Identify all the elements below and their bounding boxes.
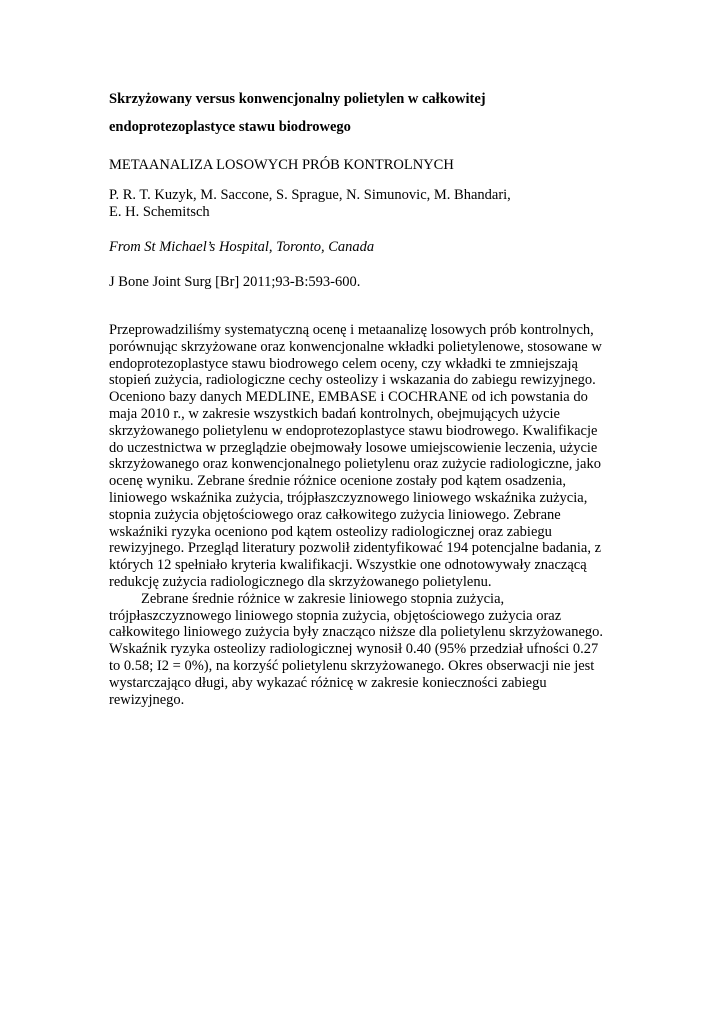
article-subtitle: METAANALIZA LOSOWYCH PRÓB KONTROLNYCH	[109, 157, 454, 173]
paragraph-line: Wskaźnik ryzyka osteolizy radiologicznej wynosił 0.40 (95% przedział ufności 0.27	[109, 641, 599, 658]
abstract	[109, 322, 629, 708]
title-line-1: Skrzyżowany versus konwencjonalny polietylen w całkowitej	[109, 91, 486, 107]
paragraph-line: stopień zużycia, radiologiczne cechy osteolizy i wskazania do zabiegu rewizyjnego.	[109, 372, 596, 389]
abstract-paragraph-2	[109, 591, 629, 709]
paragraph-line: skrzyżowanego polietylenu w endoprotezoplastyce stawu biodrowego. Kwalifikacje	[109, 422, 598, 439]
paragraph-line: wskaźniki ryzyka oceniono pod kątem osteolizy radiologicznej oraz zabiegu	[109, 523, 552, 540]
paragraph-line: Oceniono bazy danych MEDLINE, EMBASE i COCHRANE od ich powstania do	[109, 389, 588, 406]
paragraph-line: których 12 spełniało kryteria kwalifikacji. Wszystkie one odnotowywały znaczącą	[109, 557, 587, 574]
paragraph-line: trójpłaszczyznowego liniowego stopnia zużycia, objętościowego zużycia oraz	[109, 607, 562, 624]
citation: J Bone Joint Surg [Br] 2011;93-B:593-600.	[109, 274, 361, 290]
title-line-2: endoprotezoplastyce stawu biodrowego	[109, 119, 351, 135]
paragraph-line: do uczestnictwa w przeglądzie obejmowały losowe umiejscowienie leczenia, użycie	[109, 439, 598, 456]
article-title	[109, 86, 629, 140]
authors-line-2: E. H. Schemitsch	[109, 204, 210, 220]
affiliation: From St Michael’s Hospital, Toronto, Canada	[109, 239, 375, 255]
paragraph-line: skrzyżowanego oraz konwencjonalnego polietylenu oraz zużycie radiologiczne, jako	[109, 456, 601, 473]
paragraph-line: rewizyjnego. Przegląd literatury pozwolił zidentyfikować 194 potencjalne badania, z	[109, 540, 602, 557]
authors	[109, 187, 629, 221]
paragraph-line: endoprotezoplastyce stawu biodrowego celem oceny, czy wkładki te zmniejszają	[109, 355, 578, 372]
paragraph-line: Zebrane średnie różnice w zakresie liniowego stopnia zużycia,	[141, 590, 505, 607]
paragraph-line: wystarczająco długi, aby wykazać różnicę w zakresie konieczności zabiegu	[109, 674, 547, 691]
authors-line-1: P. R. T. Kuzyk, M. Saccone, S. Sprague, N. Simunovic, M. Bhandari,	[109, 187, 511, 203]
paragraph-line: redukcję zużycia radiologicznego dla skrzyżowanego polietylenu.	[109, 573, 492, 590]
paragraph-line: ocenę wyniku. Zebrane średnie różnice ocenione zostały pod kątem osadzenia,	[109, 473, 566, 490]
paragraph-line: liniowego wskaźnika zużycia, trójpłaszczyznowego liniowego wskaźnika zużycia,	[109, 489, 588, 506]
paragraph-line: całkowitego liniowego zużycia były znacząco niższe dla polietylenu skrzyżowanego.	[109, 624, 604, 641]
abstract-paragraph-1	[109, 322, 629, 591]
paragraph-line: rewizyjnego.	[109, 691, 185, 708]
paragraph-line: to 0.58; I2 = 0%), na korzyść polietylenu skrzyżowanego. Okres obserwacji nie jest	[109, 657, 595, 674]
paragraph-line: maja 2010 r., w zakresie wszystkich badań kontrolnych, obejmujących użycie	[109, 405, 560, 422]
paragraph-line: stopnia zużycia objętościowego oraz całkowitego zużycia liniowego. Zebrane	[109, 506, 561, 523]
paragraph-line: Przeprowadziliśmy systematyczną ocenę i metaanalizę losowych prób kontrolnych,	[109, 322, 594, 338]
paragraph-line: porównując skrzyżowane oraz konwencjonalne wkładki polietylenowe, stosowane w	[109, 338, 602, 355]
